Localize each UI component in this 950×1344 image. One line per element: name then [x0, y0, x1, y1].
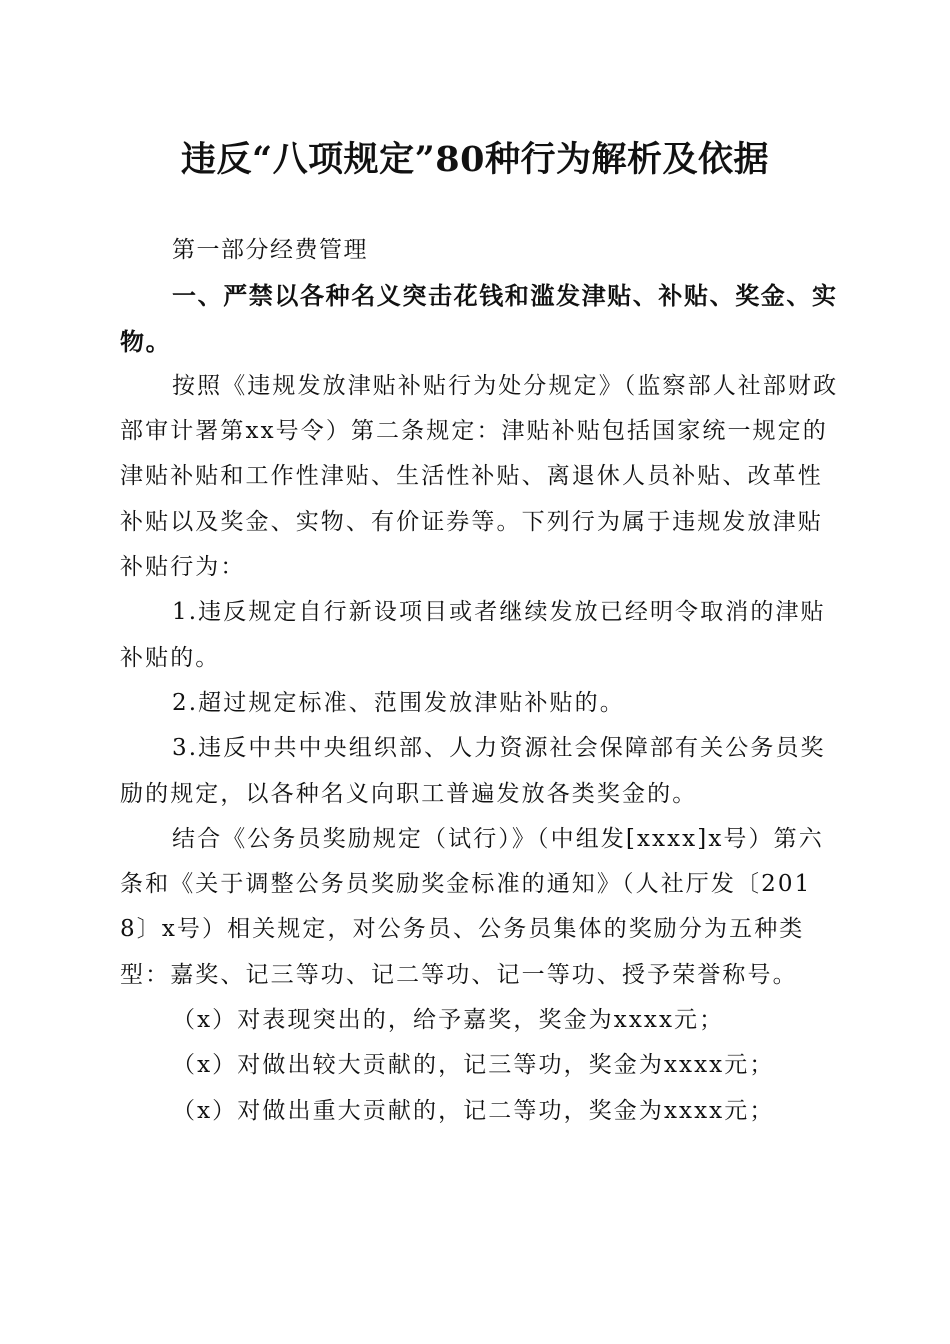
paragraph-regulation: 按照《违规发放津贴补贴行为处分规定》（监察部人社部财政部审计署第xx号令）第二条规定：津贴补贴包括国家统一规定的津贴补贴和工作性津贴、生活性补贴、离退休人员补贴、改革性补贴以及奖金、实物、有价证券等。下列行为属于违规发放津贴补贴行为：: [120, 372, 839, 581]
paragraph-award-types: 结合《公务员奖励规定（试行）》（中组发[xxxx]x号）第六条和《关于调整公务员奖励奖金标准的通知》（人社厅发〔2018〕x号）相关规定，对公务员、公务员集体的奖励分为五种类型：嘉奖、记三等功、记二等功、记一等功、授予荣誉称号。: [120, 825, 824, 988]
list-item-3: 3.违反中共中央组织部、人力资源社会保障部有关公务员奖励的规定，以各种名义向职工普遍发放各类奖金的。: [120, 735, 826, 807]
list-item-1: 1.违反规定自行新设项目或者继续发放已经明令取消的津贴补贴的。: [120, 599, 826, 671]
document-title: 违反“八项规定”80种行为解析及依据: [181, 139, 769, 180]
heading-1: 一、严禁以各种名义突击花钱和滥发津贴、补贴、奖金、实物。: [120, 281, 838, 356]
award-item-second-class: （x）对做出重大贡献的，记二等功，奖金为xxxx元；: [172, 1097, 775, 1124]
list-item-2: 2.超过规定标准、范围发放津贴补贴的。: [172, 689, 625, 716]
award-item-third-class: （x）对做出较大贡献的，记三等功，奖金为xxxx元；: [172, 1052, 775, 1079]
section-label: 第一部分经费管理: [172, 237, 368, 263]
award-item-commendation: （x）对表现突出的，给予嘉奖，奖金为xxxx元；: [172, 1007, 725, 1034]
document-body: [120, 228, 840, 1134]
